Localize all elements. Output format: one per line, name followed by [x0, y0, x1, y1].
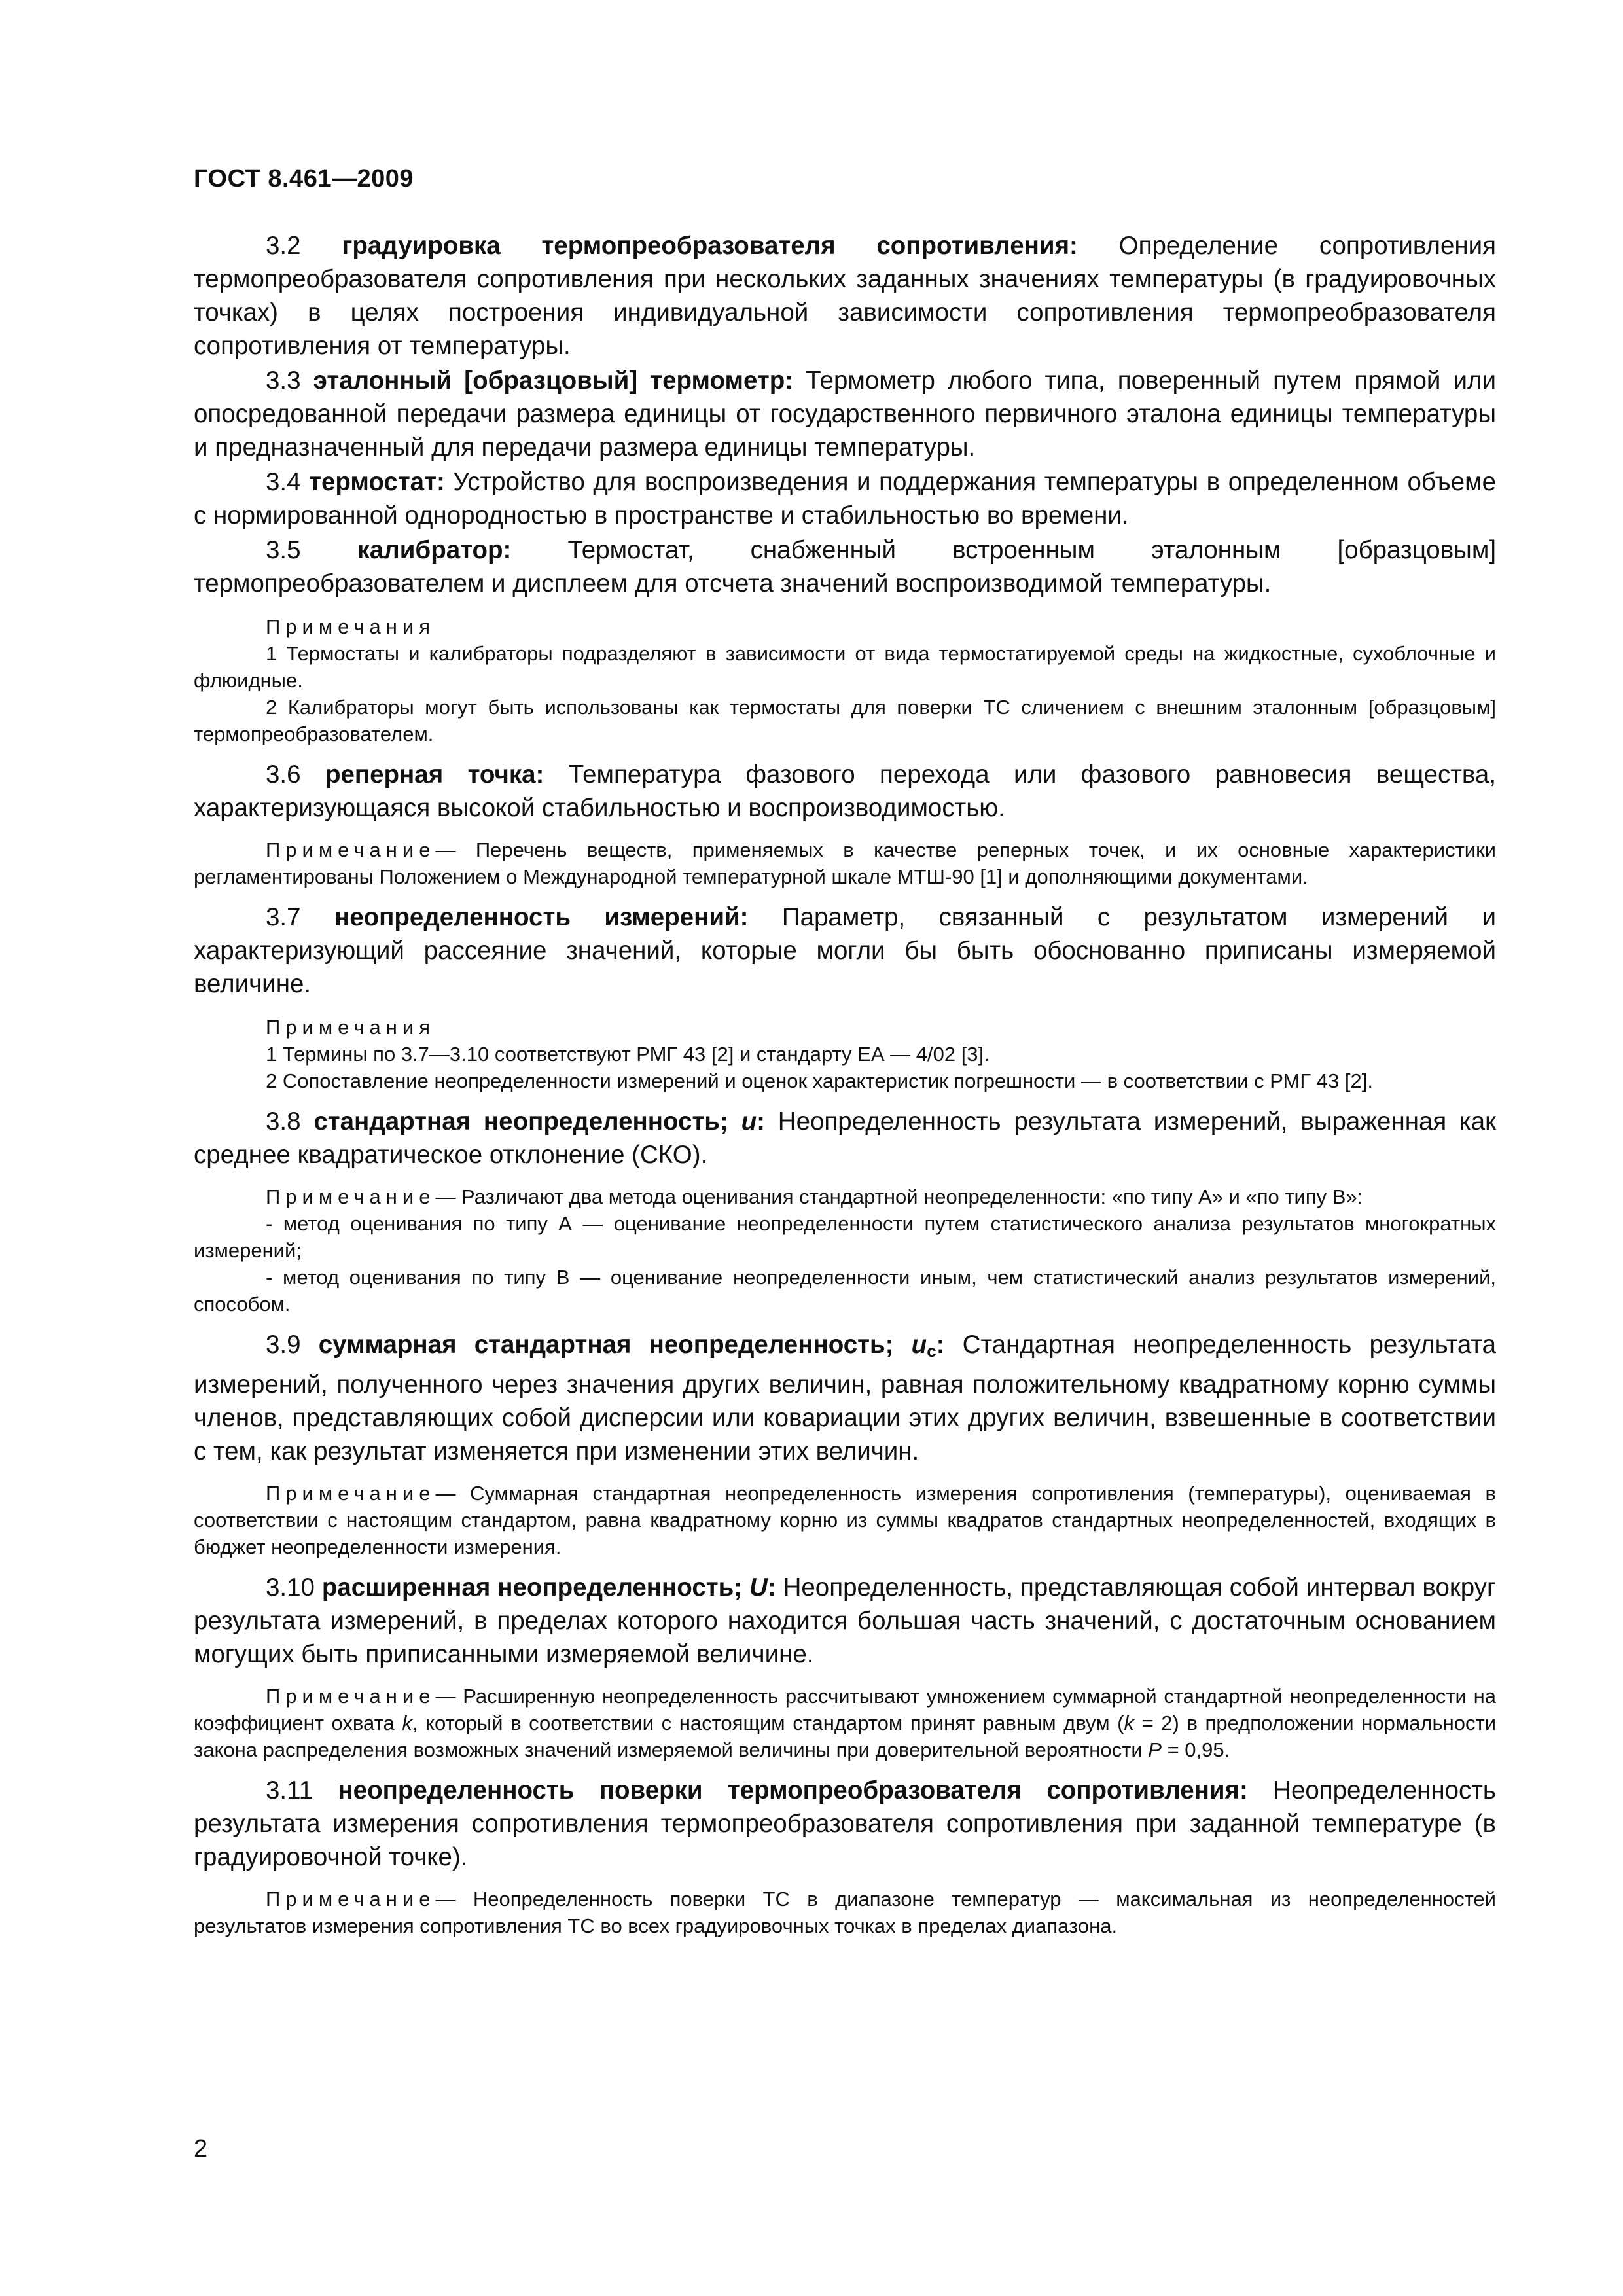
- notes-heading: Примечания: [266, 1016, 435, 1039]
- clause-term: градуировка термопреобразователя сопротивления:: [342, 232, 1078, 260]
- notes-heading: Примечания: [266, 615, 435, 638]
- clause-symbol: U: [749, 1573, 768, 1602]
- clause-definition: Неопределенность результата измерения сопротивления термопреобразователя сопротивления при заданной температуре (в градуировочной точке).: [194, 1776, 1496, 1871]
- clause-term: стандартная неопределенность;: [313, 1107, 728, 1136]
- clause-definition: Неопределенность, представляющая собой интервал вокруг результата измерений, в пределах которого находится большая часть значений, с достаточным основанием могущих быть приписанными измеряемой величине.: [194, 1573, 1496, 1668]
- note: [194, 1480, 1496, 1560]
- clause-symbol: u: [911, 1331, 927, 1359]
- clause-3-6: [194, 758, 1496, 825]
- clause-3-10: 3.10 расширенная неопределенность; U: Неопределенность, представляющая собой интервал вокруг результата измерений, в пределах которого находится большая часть значений, с достаточным основанием могущих быть приписанными измеряемой величине.: [194, 1573, 1496, 1668]
- clause-definition: Определение сопротивления термопреобразователя сопротивления при нескольких заданных значениях температуры (в градуировочных точках) в целях построения индивидуальной зависимости сопротивления термопреобразователя сопротивления от температуры.: [194, 232, 1496, 360]
- clause-symbol: u: [741, 1107, 757, 1136]
- note-label: Примечание: [266, 838, 436, 861]
- clause-number: 3.5: [266, 536, 301, 564]
- note: [194, 1183, 1496, 1210]
- clause-3-5: [194, 533, 1496, 600]
- note-text: — Различают два метода оценивания стандартной неопределенности: «по типу А» и «по типу В»:: [435, 1185, 1363, 1208]
- clause-term: эталонный [образцовый] термометр:: [313, 367, 794, 395]
- document-header: ГОСТ 8.461—2009: [194, 165, 414, 192]
- note-text: = 2) в предположении нормальности закона распределения возможных значений измеряемой величины при доверительной вероятности: [194, 1712, 1497, 1761]
- clause-3-8: 3.8 стандартная неопределенность; u: Неопределенность результата измерений, выраженная как среднее квадратическое отклонение (СКО).: [194, 1107, 1496, 1169]
- note-item: 1 Термостаты и калибраторы подразделяют в зависимости от вида термостатируемой среды на жидкостные, сухоблочные и флюидные.: [194, 642, 1496, 692]
- clause-number: 3.4: [266, 468, 301, 496]
- note: [194, 1886, 1496, 1939]
- clause-term: реперная точка:: [325, 761, 544, 789]
- clause-number: 3.2: [266, 232, 301, 260]
- note-label: Примечание: [266, 1888, 436, 1910]
- clause-definition: Термометр любого типа, поверенный путем прямой или опосредованной передачи размера единицы от государственного первичного эталона единицы температуры и предназначенный для передачи размера единицы температуры.: [194, 367, 1496, 461]
- note-text: = 0,95.: [1161, 1738, 1230, 1761]
- clause-number: 3.7: [266, 903, 301, 931]
- clause-term: калибратор:: [357, 536, 512, 564]
- note-text: — Суммарная стандартная неопределенность измерения сопротивления (температуры), оцениваемая в соответствии с настоящим стандартом, равна квадратному корню из суммы квадратов стандартных неопределенностей, входящих в бюджет неопределенности измерения.: [194, 1482, 1496, 1558]
- note-item: 2 Сопоставление неопределенности измерений и оценок характеристик погрешности — в соответствии с РМГ 43 [2].: [266, 1069, 1373, 1092]
- clause-number: 3.3: [266, 367, 301, 395]
- note-dash-item: - метод оценивания по типу А — оценивание неопределенности путем статистического анализа результатов многократных измерений;: [194, 1212, 1496, 1262]
- page-number: 2: [194, 2135, 208, 2162]
- clause-3-3: [194, 364, 1496, 464]
- note-label: Примечание: [266, 1685, 436, 1708]
- note-item: 1 Термины по 3.7—3.10 соответствуют РМГ 43 [2] и стандарту ЕА — 4/02 [3].: [266, 1043, 990, 1066]
- clause-number: 3.10: [266, 1573, 315, 1602]
- clause-term: неопределенность поверки термопреобразователя сопротивления:: [338, 1776, 1248, 1804]
- note-text: , который в соответствии с настоящим стандартом принят равным двум (: [412, 1712, 1124, 1734]
- clause-3-11: [194, 1774, 1496, 1874]
- note: [194, 836, 1496, 890]
- clause-term: суммарная стандартная неопределенность;: [318, 1331, 894, 1359]
- clause-definition: Неопределенность результата измерений, выраженная как среднее квадратическое отклонение (СКО).: [194, 1107, 1496, 1169]
- note-text: — Расширенную неопределенность рассчитывают умножением суммарной стандартной неопределенности на коэффициент охвата: [194, 1685, 1496, 1734]
- clause-3-2: [194, 229, 1496, 363]
- clause-definition: Температура фазового перехода или фазового равновесия вещества, характеризующаяся высокой стабильностью и воспроизводимостью.: [194, 761, 1497, 822]
- clause-term: неопределенность измерений:: [334, 903, 749, 931]
- symbol-k: k: [402, 1712, 412, 1734]
- note-label: Примечание: [266, 1482, 436, 1505]
- note-text: — Неопределенность поверки ТС в диапазоне температур — максимальная из неопределенностей результатов измерения сопротивления ТС во всех градуировочных точках в пределах диапазона.: [194, 1888, 1496, 1937]
- clause-term: расширенная неопределенность;: [321, 1573, 743, 1602]
- clause-3-7: [194, 901, 1496, 1001]
- clause-definition: Параметр, связанный с результатом измерений и характеризующий рассеяние значений, которые могли бы быть обоснованно приписаны измеряемой величине.: [194, 903, 1496, 998]
- symbol-p: P: [1148, 1738, 1162, 1761]
- clause-definition: Термостат, снабженный встроенным эталонным [образцовым] термопреобразователем и дисплеем для отсчета значений воспроизводимой температуры.: [194, 536, 1497, 598]
- document-body: [194, 229, 1496, 1939]
- clause-definition: Стандартная неопределенность результата измерений, полученного через значения других величин, равная положительному квадратному корню суммы членов, представляющих собой дисперсии или ковариации этих других величин, взвешенные в соответствии с тем, как результат изменяется при изменении этих величин.: [194, 1331, 1497, 1465]
- clause-symbol-subscript: c: [927, 1341, 936, 1361]
- clause-number: 3.8: [266, 1107, 301, 1136]
- symbol-k: k: [1124, 1712, 1134, 1734]
- note-label: Примечание: [266, 1185, 436, 1208]
- clause-definition: Устройство для воспроизведения и поддержания температуры в определенном объеме с нормированной однородностью в пространстве и стабильностью во времени.: [194, 468, 1496, 529]
- clause-number: 3.9: [266, 1331, 301, 1359]
- clause-number: 3.11: [266, 1776, 313, 1804]
- clause-3-4: [194, 465, 1496, 532]
- clause-number: 3.6: [266, 761, 301, 789]
- note-text: — Перечень веществ, применяемых в качестве реперных точек, и их основные характеристики регламентированы Положением о Международной температурной шкале МТШ-90 [1] и дополняющими документами.: [194, 838, 1496, 888]
- note: [194, 1683, 1496, 1763]
- clause-term: термостат:: [309, 468, 445, 496]
- clause-3-9: 3.9 суммарная стандартная неопределенность; $u_c$: Стандартная неопределенность результата измерений, полученного через значения других величин, равная положительному квадратному корню суммы членов, представляющих собой дисперсии или ковариации этих других величин, взвешенные в соответствии с тем, как результат изменяется при изменении этих величин.: [194, 1331, 1497, 1465]
- note-item: 2 Калибраторы могут быть использованы как термостаты для поверки ТС сличением с внешним эталонным [образцовым] термопреобразователем.: [194, 696, 1496, 745]
- note-dash-item: - метод оценивания по типу В — оценивание неопределенности иным, чем статистический анализ результатов измерений, способом.: [194, 1266, 1496, 1316]
